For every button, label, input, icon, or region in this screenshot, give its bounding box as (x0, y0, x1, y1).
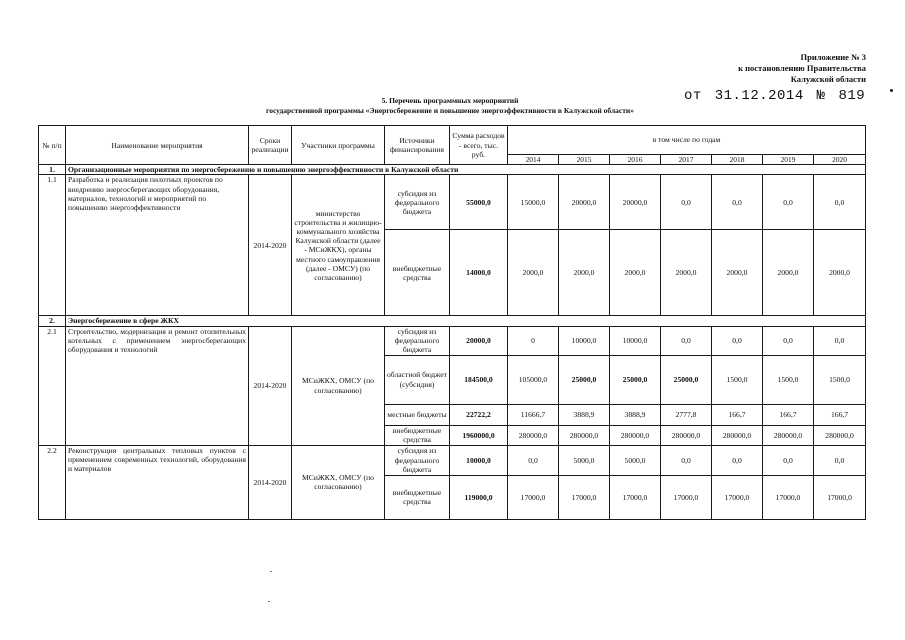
year-value: 280000,0 (559, 425, 610, 445)
year-value: 280000,0 (610, 425, 661, 445)
year-value: 17000,0 (661, 475, 712, 519)
year-value: 15000,0 (508, 175, 559, 230)
year-header: 2019 (763, 155, 814, 165)
year-value: 0,0 (661, 175, 712, 230)
funding-total: 119000,0 (450, 475, 508, 519)
year-value: 0,0 (814, 175, 866, 230)
year-value: 25000,0 (559, 355, 610, 404)
year-value: 2000,0 (610, 230, 661, 316)
year-value: 0 (508, 326, 559, 355)
year-value: 166,7 (814, 404, 866, 425)
row-num: 1.1 (39, 175, 66, 316)
funding-total: 55000,0 (450, 175, 508, 230)
funding-source: субсидия из федерального бюджета (385, 326, 450, 355)
year-value: 2000,0 (559, 230, 610, 316)
year-value: 166,7 (712, 404, 763, 425)
year-header: 2017 (661, 155, 712, 165)
year-value: 2000,0 (763, 230, 814, 316)
document-title (250, 96, 650, 116)
year-value: 280000,0 (814, 425, 866, 445)
appendix-note (738, 52, 866, 85)
measure-terms: 2014-2020 (249, 175, 292, 316)
funding-source: субсидия из федерального бюджета (385, 175, 450, 230)
year-value: 3888,9 (610, 404, 661, 425)
funding-total: 14000,0 (450, 230, 508, 316)
year-value: 2777,8 (661, 404, 712, 425)
funding-total: 22722,2 (450, 404, 508, 425)
year-value: 3888,9 (559, 404, 610, 425)
measure-participants: МСиЖКХ, ОМСУ (по согласованию) (292, 326, 385, 445)
year-value: 0,0 (508, 445, 559, 475)
funding-total: 1960000,0 (450, 425, 508, 445)
appendix-line: Калужской области (790, 74, 866, 84)
funding-source: внебюджетные средства (385, 475, 450, 519)
measure-name: Строительство, модернизация и ремонт отопительных котельных с применением энергосберегающих оборудования и технологий (66, 326, 249, 445)
year-value: 105000,0 (508, 355, 559, 404)
header-by-years: в том числе по годам (508, 126, 866, 155)
title-line: государственной программы «Энергосбережение и повышение энергоэффективности в Калужской области» (265, 106, 634, 115)
funding-total: 10000,0 (450, 445, 508, 475)
year-value: 17000,0 (712, 475, 763, 519)
row-num: 2.1 (39, 326, 66, 445)
year-value: 0,0 (661, 445, 712, 475)
year-value: 0,0 (712, 175, 763, 230)
funding-source: субсидия из федерального бюджета (385, 445, 450, 475)
year-header: 2016 (610, 155, 661, 165)
header-num: № п/п (39, 126, 66, 165)
scan-speck (270, 571, 272, 572)
appendix-line: Приложение № 3 (800, 52, 866, 62)
year-value: 10000,0 (610, 326, 661, 355)
year-value: 0,0 (712, 445, 763, 475)
year-header: 2015 (559, 155, 610, 165)
year-value: 25000,0 (610, 355, 661, 404)
year-value: 1500,0 (814, 355, 866, 404)
decree-number-sign: № (816, 88, 826, 104)
table-row (39, 445, 866, 475)
section-title: Энергосбережение в сфере ЖКХ (66, 316, 866, 326)
measure-name: Реконструкция центральных тепловых пунктов с применением современных технологий, оборудования и материалов (66, 445, 249, 519)
year-value: 280000,0 (712, 425, 763, 445)
section-num: 2. (39, 316, 66, 326)
year-value: 0,0 (661, 326, 712, 355)
year-value: 20000,0 (610, 175, 661, 230)
year-value: 280000,0 (661, 425, 712, 445)
funding-source: внебюджетные средства (385, 230, 450, 316)
measures-table (38, 125, 866, 520)
year-value: 280000,0 (763, 425, 814, 445)
section-row (39, 316, 866, 326)
appendix-line: к постановлению Правительства (738, 63, 866, 73)
year-value: 5000,0 (610, 445, 661, 475)
year-value: 11666,7 (508, 404, 559, 425)
decree-date: 31.12.2014 (714, 88, 804, 104)
year-value: 17000,0 (559, 475, 610, 519)
year-value: 17000,0 (814, 475, 866, 519)
funding-source: местные бюджеты (385, 404, 450, 425)
header-row (39, 126, 866, 155)
section-row (39, 165, 866, 175)
year-header: 2014 (508, 155, 559, 165)
funding-total: 184500,0 (450, 355, 508, 404)
measure-terms: 2014-2020 (249, 445, 292, 519)
year-value: 17000,0 (610, 475, 661, 519)
year-value: 0,0 (814, 326, 866, 355)
decree-prefix: от (684, 88, 702, 104)
section-num: 1. (39, 165, 66, 175)
table-row (39, 326, 866, 355)
funding-source: внебюджетные средства (385, 425, 450, 445)
year-value: 0,0 (763, 445, 814, 475)
year-header: 2020 (814, 155, 866, 165)
scan-speck (890, 89, 893, 92)
year-value: 0,0 (814, 445, 866, 475)
row-num: 2.2 (39, 445, 66, 519)
decree-number: 819 (838, 88, 866, 104)
measure-participants: МСиЖКХ, ОМСУ (по согласованию) (292, 445, 385, 519)
year-value: 1500,0 (763, 355, 814, 404)
year-header: 2018 (712, 155, 763, 165)
header-name: Наименование мероприятия (66, 126, 249, 165)
measure-name: Разработка и реализация пилотных проектов по внедрению энергосберегающих оборудования, материалов, технологий и мероприятий по повышению энергоэффективности (66, 175, 249, 316)
header-terms: Сроки реализации (249, 126, 292, 165)
funding-source: областной бюджет (субсидия) (385, 355, 450, 404)
year-value: 20000,0 (559, 175, 610, 230)
year-value: 0,0 (712, 326, 763, 355)
decree-stamp (684, 88, 869, 104)
year-value: 2000,0 (661, 230, 712, 316)
header-sources: Источники финансирования (385, 126, 450, 165)
year-value: 2000,0 (508, 230, 559, 316)
year-value: 0,0 (763, 326, 814, 355)
section-title: Организационные мероприятия по энергосбережению и повышению энергоэффективности в Калужской области (66, 165, 866, 175)
title-line: 5. Перечень программных мероприятий (381, 96, 519, 105)
year-value: 17000,0 (763, 475, 814, 519)
table-row (39, 175, 866, 230)
scan-speck (268, 601, 270, 602)
year-value: 17000,0 (508, 475, 559, 519)
header-total: Сумма расходов - всего, тыс. руб. (450, 126, 508, 165)
measure-participants: министерство строительства и жилищно-коммунального хозяйства Калужской области (далее - МСиЖКХ), органы местного самоуправления (далее - ОМСУ) (по согласованию) (292, 175, 385, 316)
year-value: 5000,0 (559, 445, 610, 475)
year-value: 0,0 (763, 175, 814, 230)
year-value: 1500,0 (712, 355, 763, 404)
header-participants: Участники программы (292, 126, 385, 165)
year-value: 166,7 (763, 404, 814, 425)
year-value: 25000,0 (661, 355, 712, 404)
year-value: 2000,0 (712, 230, 763, 316)
year-value: 10000,0 (559, 326, 610, 355)
year-value: 2000,0 (814, 230, 866, 316)
funding-total: 20000,0 (450, 326, 508, 355)
measure-terms: 2014-2020 (249, 326, 292, 445)
year-value: 280000,0 (508, 425, 559, 445)
